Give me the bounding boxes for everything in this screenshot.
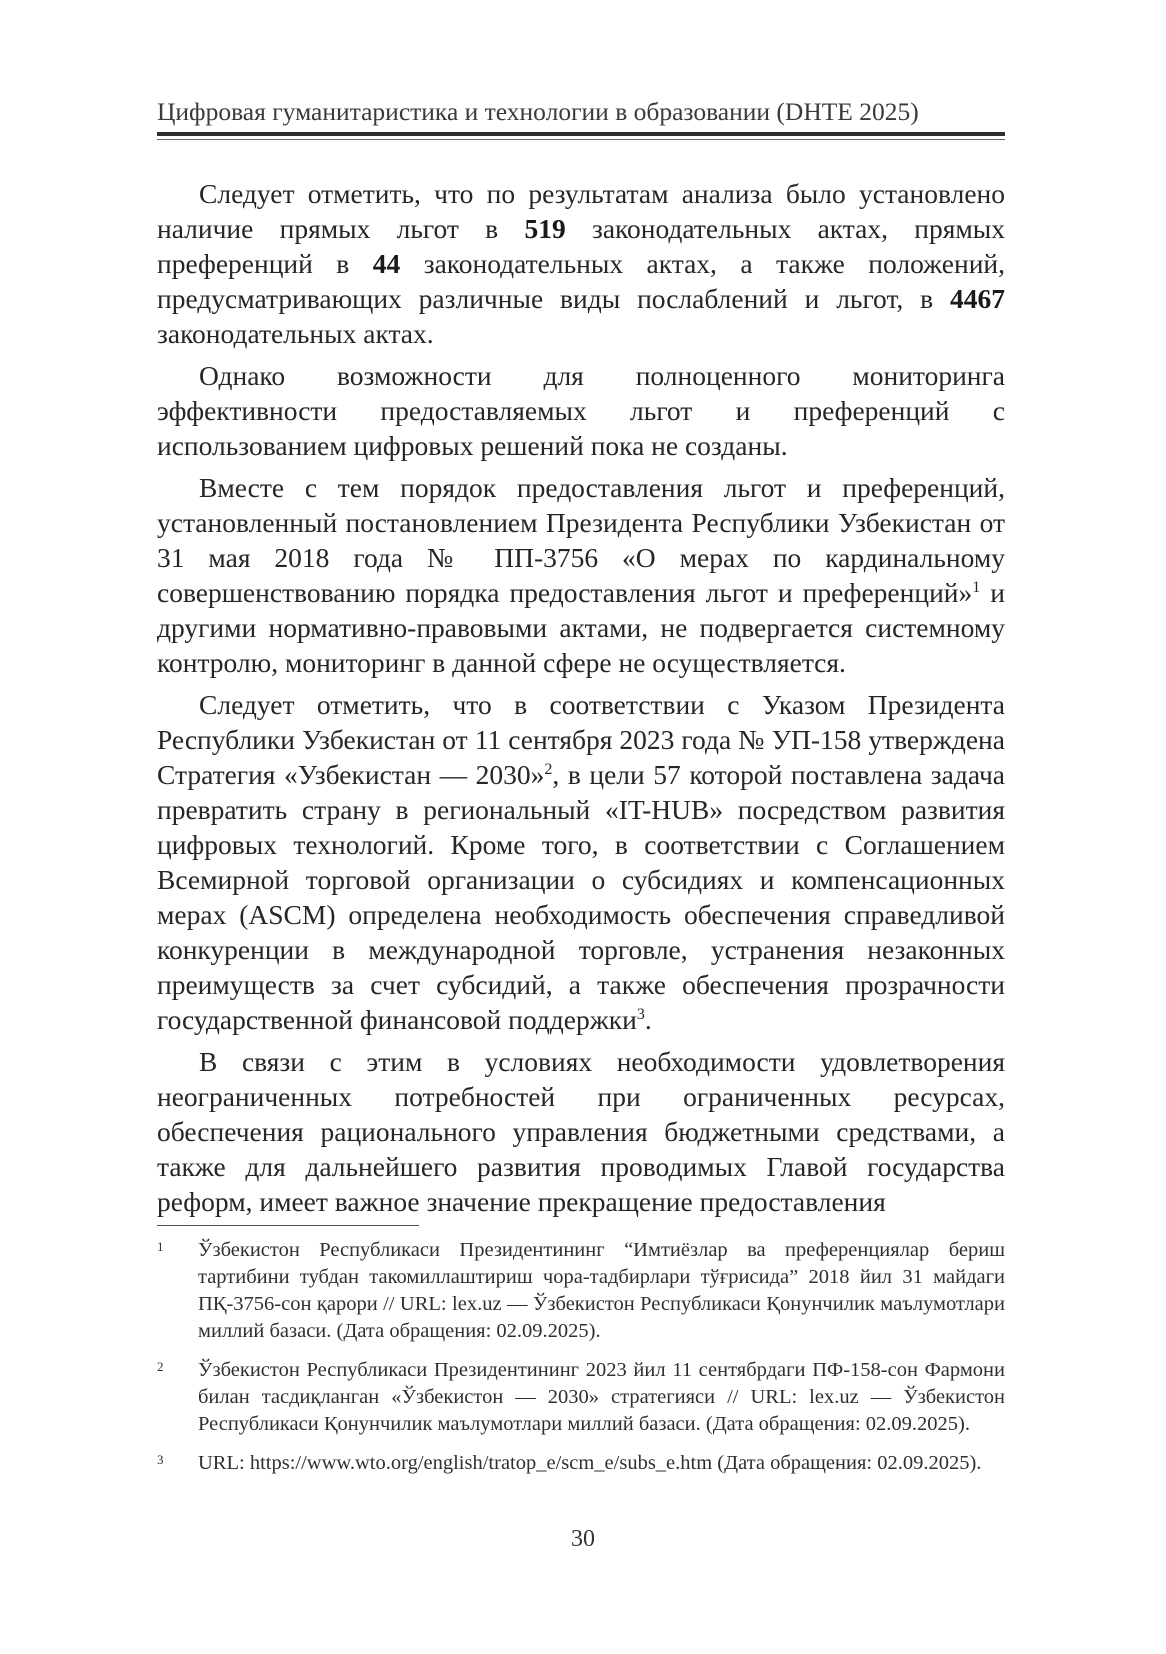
- footnote-1: [157, 1237, 1005, 1345]
- footnote-ref-3[interactable]: 3: [636, 1005, 645, 1023]
- paragraph-2: Однако возможности для полноценного мониторинга эффективности предоставляемых льгот и преференций с использованием цифровых решений пока не созданы.: [157, 360, 1005, 461]
- paragraph-1: Следует отметить, что по результатам анализа было установлено наличие прямых льгот в 519 законодательных актах, прямых преференций в 44 законодательных актах, а также положений, предусматривающих различные виды послаблений и льгот, в 4467 законодательных актах.: [157, 178, 1005, 349]
- count-direct-benefits: 519: [524, 213, 566, 244]
- footnote-2: [157, 1357, 1005, 1438]
- page-number: 30: [571, 1526, 595, 1552]
- header-rule-thin: [157, 139, 1005, 140]
- footnote-number: 2: [157, 1359, 164, 1374]
- count-direct-preferences: 44: [372, 248, 401, 279]
- footnote-number: 1: [157, 1239, 164, 1254]
- footnote-text: Ўзбекистон Республикаси Президентининг 2023 йил 11 сентябрдаги ПФ-158-сон Фармони билан тасдиқланган «Ўзбекистон — 2030» стратегияси // URL: lex.uz — Ўзбекистон Республикаси Қонунчилик маълумотлари миллий базаси. (Дата обращения: 02.09.2025).: [198, 1359, 1005, 1435]
- paragraph-4: Следует отметить, что в соответствии с Указом Президента Республики Узбекистан от 11 сентября 2023 года № УП-158 утверждена Стратегия «Узбекистан — 2030»$^2$, в цели 57 которой поставлена задача превратить страну в региональный «IT-HUB» посредством развития цифровых технологий. Кроме того, в соответствии с Соглашением Всемирной торговой организации о субсидиях и компенсационных мерах (ASCM) определена необходимость обеспечения справедливой конкуренции в международной торговле, устранения незаконных преимуществ за счет субсидий, а также обеспечения прозрачности государственной финансовой поддержки$^3$.: [157, 689, 1005, 1035]
- paragraph-5: В связи с этим в условиях необходимости удовлетворения неограниченных потребностей при ограниченных ресурсах, обеспечения рационального управления бюджетными средствами, а также для дальнейшего развития проводимых Главой государства реформ, имеет важное значение прекращение предоставления: [157, 1046, 1005, 1217]
- footnote-ref-2[interactable]: 2: [544, 760, 553, 778]
- running-header: Цифровая гуманитаристика и технологии в образовании (DHTE 2025): [157, 97, 919, 126]
- paragraph-3: Вместе с тем порядок предоставления льгот и преференций, установленный постановлением Президента Республики Узбекистан от 31 мая 2018 года № ПП-3756 «О мерах по кардинальному совершенствованию порядка предоставления льгот и преференций»$^1$ и другими нормативно-правовыми актами, не подвергается системному контролю, мониторинг в данной сфере не осуществляется.: [157, 472, 1006, 678]
- footnote-text: URL: https://www.wto.org/english/tratop_e/scm_e/subs_e.htm (Дата обращения: 02.09.2025).: [198, 1452, 982, 1474]
- body-text: [157, 176, 1005, 1226]
- footnote-ref-1[interactable]: 1: [972, 578, 981, 596]
- footnote-separator: [157, 1225, 419, 1226]
- footnotes: [157, 1237, 1005, 1489]
- header-rule-thick: [157, 132, 1005, 136]
- count-provisions: 4467: [950, 283, 1005, 314]
- footnote-3: [157, 1450, 1005, 1477]
- footnote-number: 3: [157, 1452, 164, 1467]
- footnote-text: Ўзбекистон Республикаси Президентининг “Имтиёзлар ва преференциялар бериш тартибини тубдан такомиллаштириш чора-тадбирлари тўғрисида” 2018 йил 31 майдаги ПҚ-3756-сон қарори // URL: lex.uz — Ўзбекистон Республикаси Қонунчилик маълумотлари миллий базаси. (Дата обращения: 02.09.2025).: [198, 1239, 1005, 1342]
